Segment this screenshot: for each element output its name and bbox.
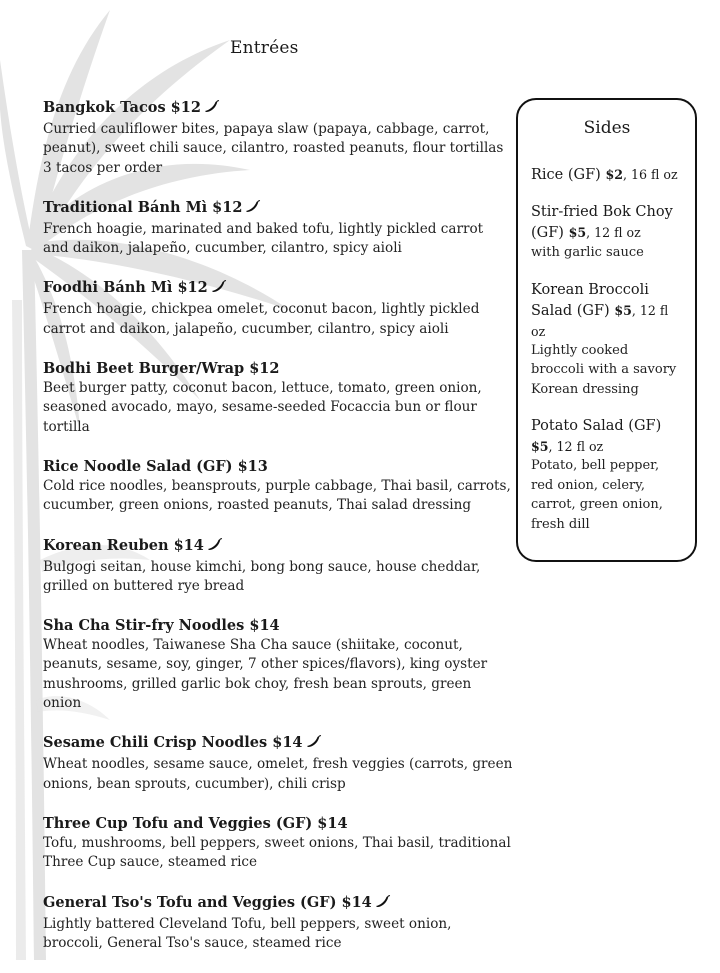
item-name: Korean Reuben $14 (43, 536, 204, 554)
sides-list (531, 164, 683, 534)
side-price: $5, 12 fl oz (531, 302, 669, 339)
side-item (531, 415, 683, 534)
item-title (43, 98, 513, 120)
chili-pepper-icon (204, 100, 220, 120)
item-description: Tofu, mushrooms, bell peppers, sweet onions, Thai basil, traditional Three Cup sauce, steamed rice (43, 834, 511, 871)
item-title (43, 359, 513, 379)
item-title (43, 536, 513, 558)
side-name: Stir-fried Bok Choy (GF) (531, 204, 673, 241)
side-name: Korean Broccoli Salad (GF) (531, 281, 649, 319)
menu-item (43, 616, 513, 713)
item-name: Three Cup Tofu and Veggies (GF) $14 (43, 814, 348, 832)
side-heading (531, 164, 683, 185)
item-description: French hoagie, chickpea omelet, coconut bacon, lightly pickled carrot and daikon, jalapeño, cucumber, cilantro, spicy aioli (43, 301, 480, 337)
item-name: Sha Cha Stir-fry Noodles $14 (43, 617, 280, 635)
item-title (43, 814, 513, 834)
item-description: Wheat noodles, sesame sauce, omelet, fresh veggies (carrots, green onions, bean sprouts, cucumber), chili crisp (43, 756, 513, 792)
item-title (43, 893, 513, 915)
chili-pepper-icon (306, 735, 322, 755)
item-name: Bangkok Tacos $12 (43, 99, 201, 116)
item-description: Wheat noodles, Taiwanese Sha Cha sauce (shiitake, coconut, peanuts, sesame, soy, ginger, 7 other spices/flavors), king oyster mushrooms, grilled garlic bok choy, fresh bean sprouts, green onion (43, 637, 488, 712)
menu-item (43, 814, 513, 873)
menu-item (43, 359, 513, 437)
side-item (531, 164, 683, 185)
side-description: with garlic sauce (531, 245, 644, 260)
item-description: Beet burger patty, coconut bacon, lettuce, tomato, green onion, seasoned avocado, mayo, sesame-seeded Focaccia bun or flour tortilla (43, 380, 482, 435)
item-title (43, 198, 513, 220)
item-title (43, 616, 513, 636)
menu-item (43, 536, 513, 597)
menu-item (43, 733, 513, 794)
side-description: Potato, bell pepper, red onion, celery, carrot, green onion, fresh dill (531, 458, 663, 532)
item-title (43, 457, 513, 477)
item-description: Curried cauliflower bites, papaya slaw (papaya, cabbage, carrot, peanut), sweet chili sauce, cilantro, roasted peanuts, flour tortillas (43, 121, 504, 157)
sides-title: Sides (583, 118, 631, 138)
entrees-list (43, 98, 513, 973)
chili-pepper-icon (207, 538, 223, 558)
side-name: Rice (GF) (531, 167, 606, 183)
item-name: Bodhi Beet Burger/Wrap $12 (43, 360, 280, 378)
item-name: Sesame Chili Crisp Noodles $14 (43, 734, 303, 752)
menu-item (43, 98, 513, 178)
item-description: Bulgogi seitan, house kimchi, bong bong sauce, house cheddar, grilled on buttered rye bread (43, 558, 481, 594)
item-note: 3 tacos per order (43, 159, 163, 176)
chili-pepper-icon (245, 200, 261, 220)
side-price: $2, 16 fl oz (605, 167, 678, 182)
page-title: Entrées (230, 38, 299, 58)
item-name: Traditional Bánh Mì $12 (43, 198, 243, 216)
item-description: French hoagie, marinated and baked tofu, lightly pickled carrot and daikon, jalapeño, cucumber, cilantro, spicy aioli (43, 220, 484, 257)
side-price: $5, 12 fl oz (568, 225, 641, 240)
item-title (43, 733, 513, 755)
side-heading (531, 415, 683, 456)
sides-box (516, 98, 697, 562)
side-heading (531, 201, 683, 243)
side-price: $5, 12 fl oz (531, 439, 604, 454)
chili-pepper-icon (211, 280, 227, 300)
menu-item (43, 457, 513, 516)
item-name: General Tso's Tofu and Veggies (GF) $14 (43, 893, 372, 911)
menu-item (43, 278, 513, 339)
side-name: Potato Salad (GF) (531, 418, 662, 434)
side-item (531, 201, 683, 263)
item-description: Lightly battered Cleveland Tofu, bell peppers, sweet onion, broccoli, General Tso's sauce, steamed rice (43, 915, 452, 951)
item-name: Rice Noodle Salad (GF) $13 (43, 457, 268, 475)
item-name: Foodhi Bánh Mì $12 (43, 279, 208, 297)
side-description: Lightly cooked broccoli with a savory Korean dressing (531, 342, 677, 397)
menu-item (43, 198, 513, 259)
item-description: Cold rice noodles, beansprouts, purple cabbage, Thai basil, carrots, cucumber, green onions, roasted peanuts, Thai salad dressing (43, 477, 511, 514)
chili-pepper-icon (375, 895, 391, 915)
item-title (43, 278, 513, 300)
side-item (531, 279, 683, 400)
menu-item (43, 893, 513, 954)
side-heading (531, 279, 683, 341)
